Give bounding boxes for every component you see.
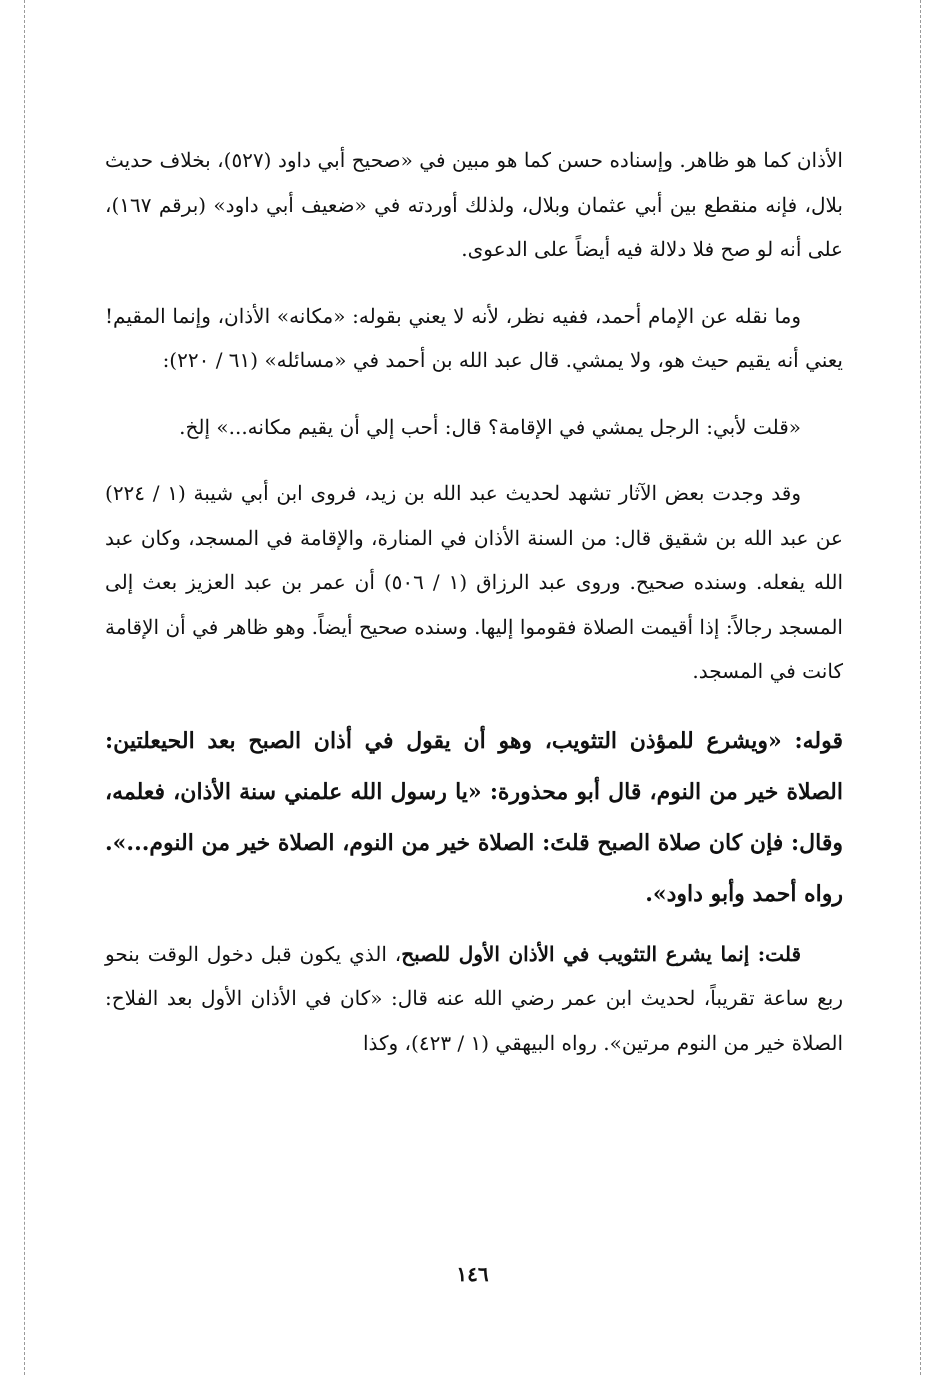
page-number: ١٤٦ — [456, 1262, 489, 1286]
paragraph-2: وما نقله عن الإمام أحمد، ففيه نظر، لأنه لا يعني بقوله: «مكانه» الأذان، وإنما المقيم! يعني أنه يقيم حيث هو، ولا يمشي. قال عبد الله بن أحمد في «مسائله» (٦١ / ٢٢٠): — [105, 303, 843, 372]
paragraph-3-quote: «قلت لأبي: الرجل يمشي في الإقامة؟ قال: أحب إلي أن يقيم مكانه...» إلخ. — [179, 414, 801, 439]
right-margin-guide — [920, 0, 921, 1375]
page-body — [105, 138, 843, 1087]
paragraph-6-rest: ، الذي يكون قبل دخول الوقت بنحو ربع ساعة تقريباً، لحديث ابن عمر رضي الله عنه قال: «كان في الأذان الأول بعد الفلاح: الصلاة خير من النوم مرتين». رواه البيهقي (١ / ٤٢٣)، وكذا — [105, 941, 843, 1055]
paragraph-5-bold-quote: قوله: «ويشرع للمؤذن التثويب، وهو أن يقول في أذان الصبح بعد الحيعلتين: الصلاة خير من النوم، قال أبو محذورة: «يا رسول الله علمني سنة الأذان، فعلمه، وقال: فإن كان صلاة الصبح قلتَ: الصلاة خير من النوم، الصلاة خير من النوم...». رواه أحمد وأبو داود». — [105, 727, 843, 907]
paragraph-6-bold-lead: قلت: إنما يشرع التثويب في الأذان الأول للصبح — [401, 941, 802, 966]
paragraph-6 — [105, 932, 843, 1066]
paragraph-1: الأذان كما هو ظاهر. وإسناده حسن كما هو مبين في «صحيح أبي داود (٥٢٧)، بخلاف حديث بلال، فإنه منقطع بين أبي عثمان وبلال، ولذلك أوردته في «ضعيف أبي داود» (برقم ١٦٧)، على أنه لو صح فلا دلالة فيه أيضاً على الدعوى. — [105, 148, 843, 261]
paragraph-4: وقد وجدت بعض الآثار تشهد لحديث عبد الله بن زيد، فروى ابن أبي شيبة (١ / ٢٢٤) عن عبد الله بن شقيق قال: من السنة الأذان في المنارة، والإقامة في المسجد، وكان عبد الله يفعله. وسنده صحيح. وروى عبد الرزاق (١ / ٥٠٦) أن عمر بن عبد العزيز بعث إلى المسجد رجالاً: إذا أقيمت الصلاة فقوموا إليها. وسنده صحيح أيضاً. وهو ظاهر في أن الإقامة كانت في المسجد. — [105, 481, 844, 683]
left-margin-guide — [24, 0, 25, 1375]
